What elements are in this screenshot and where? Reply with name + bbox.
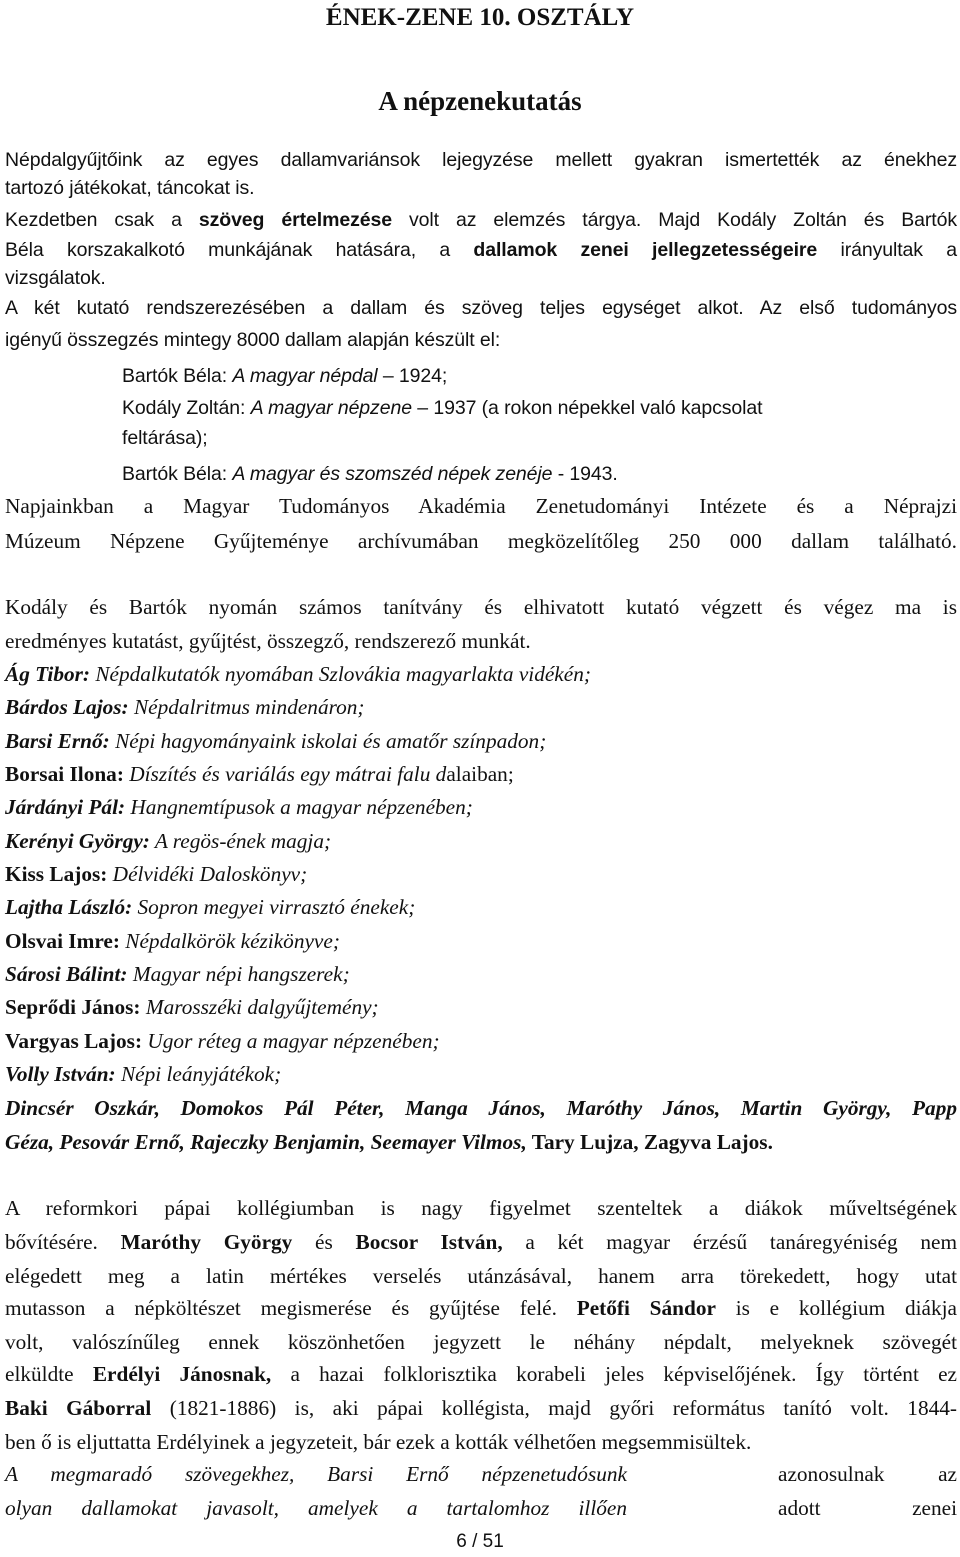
reform-line-3: elégedett meg a latin mértékes verselés utánzásával, hanem arra törekedett, hogy utat bbox=[5, 1264, 957, 1288]
reform-line-4: mutasson a népköltészet megismerése és gyűjtése felé. Petőfi Sándor is e kollégium diákja bbox=[5, 1296, 957, 1320]
archive-line-2: Múzeum Népzene Gyűjteménye archívumában megközelítőleg 250 000 dallam található. bbox=[5, 529, 957, 553]
work-item-2-cont: feltárása); bbox=[122, 427, 208, 449]
intro-line-1: Népdalgyűjtőink az egyes dallamvariánsok lejegyzése mellett gyakran ismertették az énekhez bbox=[5, 149, 957, 171]
work-item-1: Bartók Béla: A magyar népdal – 1924; bbox=[122, 365, 448, 387]
intro-line-3: Kezdetben csak a szöveg értelmezése volt az elemzés tárgya. Majd Kodály Zoltán és Bartók bbox=[5, 209, 957, 231]
other-researchers-line-1: Dincsér Oszkár, Domokos Pál Péter, Manga János, Maróthy János, Martin György, Papp bbox=[5, 1096, 957, 1120]
intro-line-2: tartozó játékokat, táncokat is. bbox=[5, 177, 255, 199]
other-researchers-line-2: Géza, Pesovár Ernő, Rajeczky Benjamin, Seemayer Vilmos, Tary Lujza, Zagyva Lajos. bbox=[5, 1130, 773, 1154]
researcher-item: Ág Tibor: Népdalkutatók nyomában Szlovákia magyarlakta vidékén; bbox=[5, 662, 591, 686]
researcher-item: Járdányi Pál: Hangnemtípusok a magyar népzenében; bbox=[5, 795, 473, 819]
reform-line-1: A reformkori pápai kollégiumban is nagy figyelmet szenteltek a diákok műveltségének bbox=[5, 1196, 957, 1220]
work-item-3: Bartók Béla: A magyar és szomszéd népek zenéje - 1943. bbox=[122, 463, 618, 485]
document-page: ÉNEK-ZENE 10. OSZTÁLY A népzenekutatás Népdalgyűjtőink az egyes dallamvariánsok lejegyzése mellett gyakran ismertették az énekhez tartozó játékokat, táncokat is. Kezdetben csak a szöveg értelmezése volt az elemzés tárgya. Majd Kodály Zoltán és Bartók Béla korszakalkotó munkájának hatására, a dallamok zenei jellegzetességeire irányultak a vizsgálatok. A két kutató rendszerezésében a dallam és szöveg teljes egységet alkot. Az első tudományos igényű összegzés mintegy 8000 dallam alapján készült el: Bartók Béla: A magyar népdal – 1924; Kodály Zoltán: A magyar népzene – 1937 (a rokon népekkel való kapcsolat feltárása); Bartók Béla: A magyar és szomszéd népek zenéje - 1943. Napjainkban a Magyar Tudományos Akadémia Zenetudományi Intézete és a Néprajzi Múzeum Népzene Gyűjteménye archívumában megközelítőleg 250 000 dallam található. Kodály és Bartók nyomán számos tanítvány és elhivatott kutató végzett és végez ma is eredményes kutatást, gyűjtést, összegző, rendszerező munkát. Ág Tibor: Népdalkutatók nyomában Szlovákia magyarlakta vidékén; Bárdos Lajos: Népdalritmus mindenáron; Barsi Ernő: Népi hagyományaink iskolai és amatőr színpadon; Borsai Ilona: Díszítés és variálás egy mátrai falu dalaiban; Járdányi Pál: Hangnemtípusok a magyar népzenében; Kerényi György: A regös-ének magja; Kiss Lajos: Délvidéki Daloskönyv; Lajtha László: Sopron megyei virrasztó énekek; Olsvai Imre: Népdalkörök kézikönyve; Sárosi Bálint: Magyar népi hangszerek; Seprődi János: Marosszéki dalgyűjtemény; Vargyas Lajos: Ugor réteg a magyar népzenében; Volly István: Népi leányjátékok; Dincsér Oszkár, Domokos Pál Péter, Manga János, Maróthy János, Martin György, Papp Géza, Pesovár Ernő, Rajeczky Benjamin, Seemayer Vilmos, Tary Lujza, Zagyva Lajos. A reformkori pápai kollégiumban is nagy figyelmet szenteltek a diákok műveltségének bővítésére. Maróthy György és Bocsor István, a két magyar érzésű tanáregyéniség nem elégedett meg a latin mértékes verselés utánzásával, hanem arra törekedett, hogy utat mutasson a népköltészet megismerése és gyűjtése felé. Petőfi Sándor is e kollégium diákja volt, valószínűleg ennek köszönhetően jegyzett le néhány népdalt, melyeknek szövegét elküldte Erdélyi Jánosnak, a hazai folklorisztika korabeli jeles képviselőjének. Így történt ez Baki Gáborral (1821-1886) is, aki pápai kollégista, majd győri református tanító volt. 1844- ben ő is eljuttatta Erdélyinek a jegyzeteit, bár ezek a kották vélhetően megsemmisültek. A megmaradó szövegekhez, Barsi Ernő népzenetudósunk azonosulnak az olyan dallamokat javasolt, amelyek a tartalomhoz illően adott zenei 6 / 51 bbox=[0, 0, 960, 1557]
intro-line-5: vizsgálatok. bbox=[5, 267, 106, 289]
reform-line-6: elküldte Erdélyi Jánosnak, a hazai folklorisztika korabeli jeles képviselőjének. Így történt ez bbox=[5, 1362, 957, 1386]
course-header: ÉNEK-ZENE 10. OSZTÁLY bbox=[325, 4, 635, 31]
reform-line-2: bővítésére. Maróthy György és Bocsor István, a két magyar érzésű tanáregyéniség nem bbox=[5, 1230, 958, 1254]
reform-line-8: ben ő is eljuttatta Erdélyinek a jegyzeteit, bár ezek a kották vélhetően megsemmisültek. bbox=[5, 1430, 752, 1454]
page-number: 6 / 51 bbox=[456, 1531, 504, 1552]
researcher-item: Vargyas Lajos: Ugor réteg a magyar népzenében; bbox=[5, 1029, 440, 1053]
work-item-2: Kodály Zoltán: A magyar népzene – 1937 (a rokon népekkel való kapcsolat bbox=[122, 397, 763, 419]
researcher-item: Sárosi Bálint: Magyar népi hangszerek; bbox=[5, 962, 350, 986]
emphasis-text: szöveg értelmezése bbox=[198, 209, 392, 231]
followers-line-1: Kodály és Bartók nyomán számos tanítvány és elhivatott kutató végzett és végez ma is bbox=[5, 595, 957, 619]
reform-line-5: volt, valószínűleg ennek köszönhetően jegyzett le néhány népdalt, melyeknek szövegét bbox=[5, 1330, 957, 1354]
researcher-item: Barsi Ernő: Népi hagyományaink iskolai és amatőr színpadon; bbox=[5, 729, 547, 753]
followers-line-2: eredményes kutatást, gyűjtést, összegző, rendszerező munkát. bbox=[5, 629, 531, 653]
researcher-item: Lajtha László: Sopron megyei virrasztó énekek; bbox=[5, 895, 416, 919]
researcher-item: Seprődi János: Marosszéki dalgyűjtemény; bbox=[5, 995, 379, 1019]
researcher-item: Kerényi György: A regös-ének magja; bbox=[5, 829, 332, 853]
intro-line-6: A két kutató rendszerezésében a dallam és szöveg teljes egységet alkot. Az első tudományos bbox=[5, 297, 957, 319]
researcher-item: Olsvai Imre: Népdalkörök kézikönyve; bbox=[5, 929, 340, 953]
researcher-item: Volly István: Népi leányjátékok; bbox=[5, 1062, 282, 1086]
page-title: A népzenekutatás bbox=[378, 86, 582, 116]
intro-line-4: Béla korszakalkotó munkájának hatására, a dallamok zenei jellegzetességeire irányultak a bbox=[5, 239, 957, 261]
researcher-item: Borsai Ilona: Díszítés és variálás egy mátrai falu dalaiban; bbox=[5, 762, 514, 786]
researcher-item: Kiss Lajos: Délvidéki Daloskönyv; bbox=[5, 862, 308, 886]
reform-line-7: Baki Gáborral (1821-1886) is, aki pápai kollégista, majd győri református tanító volt. 1844- bbox=[5, 1396, 957, 1420]
researcher-item: Bárdos Lajos: Népdalritmus mindenáron; bbox=[5, 695, 365, 719]
intro-line-7: igényű összegzés mintegy 8000 dallam alapján készült el: bbox=[5, 329, 501, 351]
emphasis-text: dallamok zenei jellegzetességeire bbox=[473, 239, 818, 261]
archive-line-1: Napjainkban a Magyar Tudományos Akadémia Zenetudományi Intézete és a Néprajzi bbox=[5, 494, 957, 518]
